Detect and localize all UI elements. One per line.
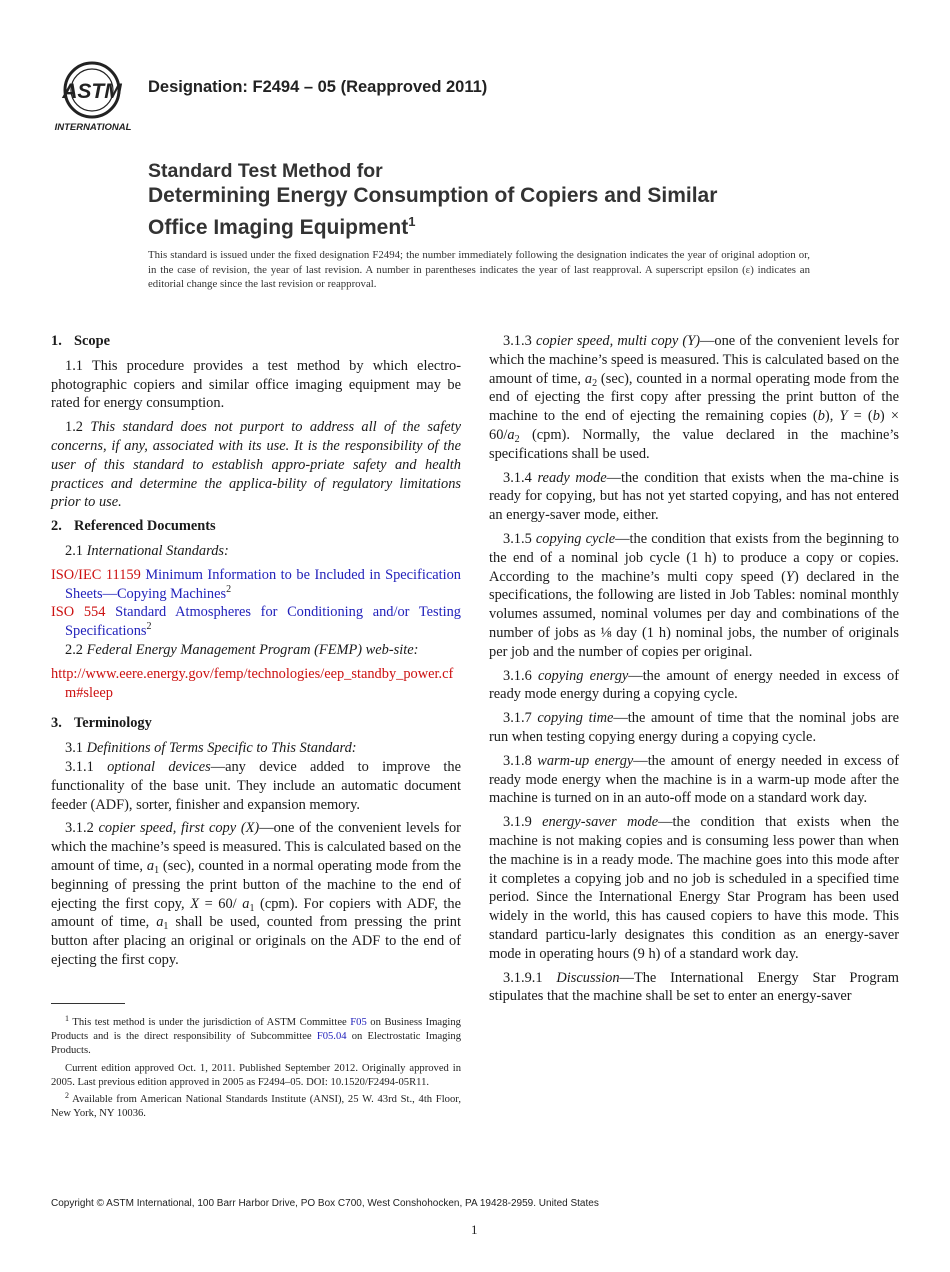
definition-3-1-5: 3.1.5 copying cycle—the condition that exists from the beginning to the end of a nominal job cycle (1 h) to produce a copy or copies. According to the machine’s multi copy speed (Y) declared in the specifications, the following are listed in Job Tables: nominal monthly volumes assumed, nominal volumes per day and combinations of the number of jobs as ⅛ day (1 h) nominal jobs, the number of originals per job and the number of copies per original. [489, 530, 900, 660]
copyright-notice: Copyright © ASTM International, 100 Barr Harbor Drive, PO Box C700, West Conshohocken, PA 19428-2959. United States [51, 1198, 599, 1209]
subcommittee-link[interactable]: F05.04 [316, 1031, 347, 1043]
document-title [148, 160, 888, 241]
paragraph-2-2: 2.2 Federal Energy Management Program (FEMP) web-site: [65, 641, 419, 658]
reference-iso-iec-11159: ISO/IEC 11159 Minimum Information to be Included in Specification Sheets—Copying Machines$^2$ [51, 566, 461, 602]
title-line-1: Standard Test Method for [148, 160, 383, 182]
definition-3-1-9: 3.1.9 energy-saver mode—the condition that exists when the machine is not making copies and is consuming less power than when the machine is in a ready mode. The machine goes into this mode after it completes a copying job and no job is scheduled in a specified time period. Since the International Energy Star Program has been used widely in the world, this has caused copiers to have this mode. This standard particu-larly designates this condition as an energy-saver mode in operating hours (9 h) of a standard work day. [489, 814, 899, 962]
footnotes [51, 1016, 461, 1124]
paragraph-1-2: 1.2 This standard does not purport to address all of the safety concerns, if any, associated with its use. It is the responsibility of the user of this standard to establish appro-priate safety and health practices and determine the applica-bility of regulatory limitations prior to use. [51, 419, 461, 511]
paragraph-1-1: 1.1 This procedure provides a test method by which electro-photographic copiers and similar office imaging equipment may be rated for energy consumption. [51, 357, 461, 412]
definition-3-1-8: 3.1.8 warm-up energy—the amount of energy needed in excess of ready mode energy when the machine is in a warm-up mode after the machine is turned on in an auto-off mode on a standard work day. [489, 752, 899, 807]
femp-url [51, 665, 461, 703]
page-number: 1 [471, 1222, 478, 1237]
title-footnote-mark[interactable]: 1 [408, 214, 416, 229]
paragraph-2-1: 2.1 International Standards: [65, 542, 229, 559]
svg-text:ASTM: ASTM [62, 80, 122, 103]
right-column [489, 332, 899, 1011]
definition-3-1-1: 3.1.1 optional devices—any device added to improve the functionality of the base unit. They include an automatic document feeder (ADF), sorter, finisher and expansion memory. [51, 758, 461, 813]
section-heading-terminology: 3. Terminology [51, 715, 152, 732]
definition-3-1-7: 3.1.7 copying time—the amount of time that the nominal jobs are run when testing copying energy during a copying cycle. [489, 710, 899, 745]
footnote-1-edition: Current edition approved Oct. 1, 2011. Published September 2012. Originally approved in 2005. Last previous edition approved in 2005 as F2494–05. DOI: 10.1520/F2494-05R11. [51, 1062, 461, 1088]
reference-code-link[interactable]: ISO 554 [51, 604, 106, 621]
astm-logo [52, 58, 134, 134]
femp-url-link[interactable]: http://www.eere.energy.gov/femp/technologies/eep_standby_power.cfm#sleep [51, 665, 454, 701]
discussion-3-1-9-1: 3.1.9.1 Discussion—The International Energy Star Program stipulates that the machine shall be set to enter an energy-saver [489, 969, 899, 1005]
reference-title-link[interactable]: Minimum Information to be Included in Specification Sheets—Copying Machines [65, 566, 461, 602]
definition-3-1-2: 3.1.2 copier speed, first copy (X)—one of the convenient levels for which the machine’s speed is measured. This is calculated based on the amount of time, $a_1$ (sec), counted in a normal operating mode from the beginning of pressing the print button of the machine to the end of ejecting the first copy, X = 60/ $a_1$ (cpm). For copiers with ADF, the amount of time, $a_1$ shall be used, counted from pressing the print button after placing an original or originals on the ADF to the end of ejecting the first copy. [51, 820, 462, 968]
title-line-3: Office Imaging Equipment$^1$ [148, 214, 416, 239]
issuance-note: This standard is issued under the fixed designation F2494; the number immediately following the designation indicates the year of original adoption or, in the case of revision, the year of last revision. A number in parentheses indicates the year of last reapproval. A superscript epsilon (ε) indicates an editorial change since the last revision or reapproval. [148, 249, 810, 291]
reference-code-link[interactable]: ISO/IEC 11159 [51, 566, 141, 583]
footnote-2: $^2$ Available from American National Standards Institute (ANSI), 25 W. 43rd St., 4th Floor, New York, NY 10036. [51, 1091, 461, 1120]
committee-link[interactable]: F05 [350, 1017, 367, 1028]
title-line-2: Determining Energy Consumption of Copiers and Similar [148, 184, 718, 207]
reference-title-link[interactable]: Standard Atmospheres for Conditioning and/or Testing Specifications [65, 604, 461, 640]
definition-3-1-4: 3.1.4 ready mode—the condition that exists when the ma-chine is ready for copying, but has not yet started copying, and has not entered an energy-saver mode, either. [489, 469, 899, 524]
left-column [51, 330, 461, 975]
footnote-1: $^1$ This test method is under the jurisdiction of ASTM Committee F05 on Business Imaging Products and is the direct responsibility of Subcommittee F05.04 on Electrostatic Imaging Products. [51, 1014, 461, 1057]
reference-iso-554: ISO 554 Standard Atmospheres for Conditioning and/or Testing Specifications$^2$ [51, 604, 461, 640]
designation: Designation: F2494 – 05 (Reapproved 2011) [148, 78, 488, 96]
section-heading-scope: 1. Scope [51, 333, 110, 349]
definition-3-1-6: 3.1.6 copying energy—the amount of energy needed in excess of ready mode energy during a copying cycle. [489, 667, 899, 703]
definition-3-1-3: 3.1.3 copier speed, multi copy (Y)—one of the convenient levels for which the machine’s speed is measured. This is calculated based on the amount of time, $a_2$ (sec), counted in a normal operating mode from the end of ejecting the first copy after pressing the print button of the machine to the end of ejecting the remaining copies (b), $Y = (b) \times 60/a_2$ (cpm). Normally, the value declared in the machine’s specifications shall be used. [489, 333, 900, 462]
footnote-divider [51, 1003, 125, 1004]
paragraph-3-1: 3.1 Definitions of Terms Specific to This Standard: [65, 740, 357, 757]
svg-text:INTERNATIONAL: INTERNATIONAL [54, 122, 132, 133]
section-heading-referenced-documents: 2. Referenced Documents [51, 518, 216, 535]
